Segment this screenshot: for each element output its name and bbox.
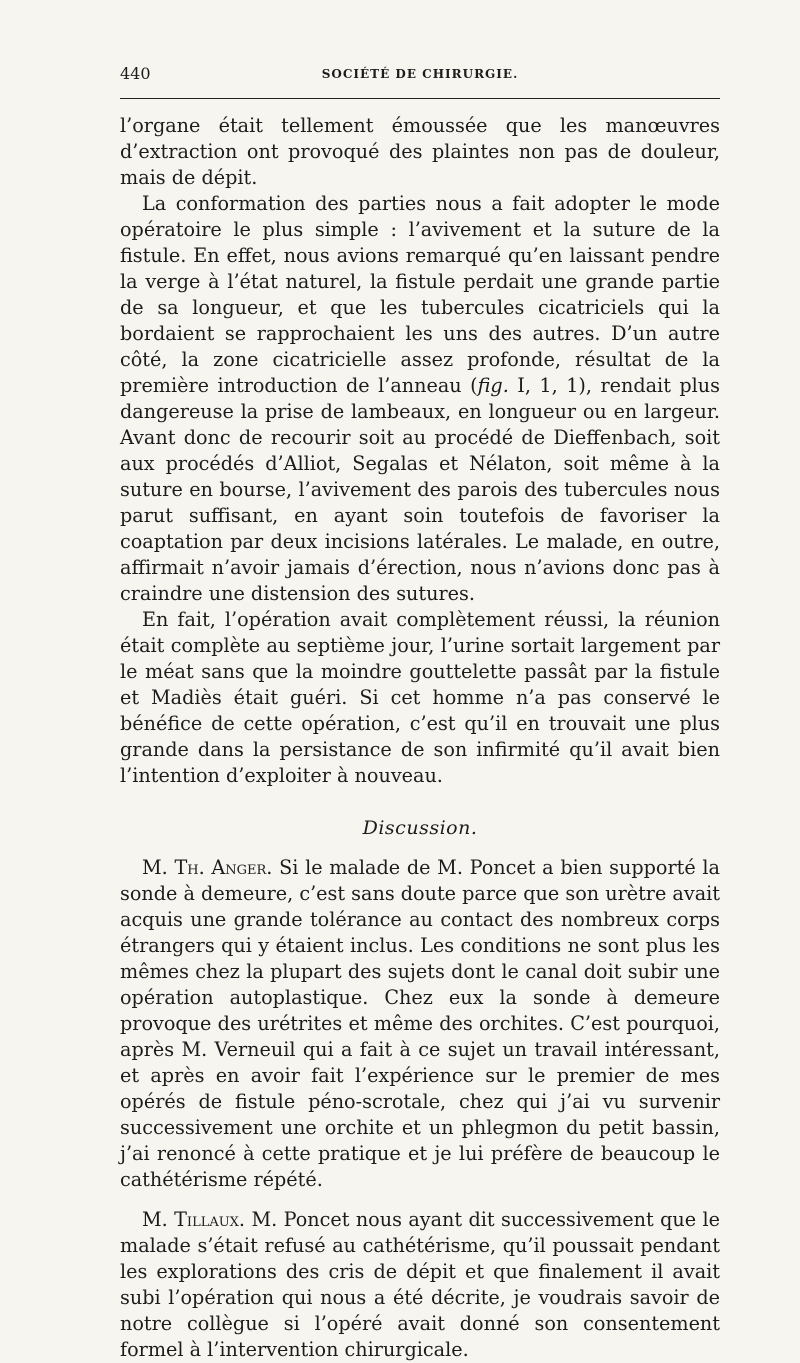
running-title: SOCIÉTÉ DE CHIRURGIE. [321,67,519,81]
figure-ref: fig. [477,374,509,397]
page-header [120,58,720,90]
speaker-tillaux: M. Tillaux. [142,1208,246,1231]
paragraph-outcome: En fait, l’opération avait complètement réussi, la réunion était complète au septième jour, l’urine sortait largement par le méat sans que la moindre gouttelette passât par la fistule et Madiès était guéri. Si cet homme n’a pas conservé le bénéfice de cette opération, c’est qu’il en trouvait une plus grande dans la persistance de son infirmité qu’il avait bien l’intention d’exploiter à nouveau. [120,608,720,787]
paragraph-anger: M. Th. Anger. Si le malade de M. Poncet a bien supporté la sonde à demeure, c’est sans doute parce que son urètre avait acquis une grande tolérance au contact des nombreux corps étrangers qui y étaient inclus. Les conditions ne sont plus les mêmes chez la plupart des sujets dont le canal doit subir une opération autoplastique. Chez eux la sonde à demeure provoque des urétrites et même des orchites. C’est pourquoi, après M. Verneuil qui a fait à ce sujet un travail intéressant, et après en avoir fait l’expérience sur le premier de mes opérés de fistule péno-scrotale, chez qui j’ai vu survenir successivement une orchite et un phlegmon du petit bassin, j’ai renoncé à cette pratique et je lui préfère de beaucoup le cathétérisme répété. [120,856,721,1191]
book-page [120,58,720,1363]
header-rule [120,98,720,99]
paragraph-tillaux: M. Tillaux. M. Poncet nous ayant dit successivement que le malade s’était refusé au cathétérisme, qu’il poussait pendant les explorations des cris de dépit et que finalement il avait subi l’opération qui nous a été décrite, je voudrais savoir de notre collègue si l’opéré avait donné son consentement formel à l’intervention chirurgicale. [120,1208,720,1361]
paragraph-operation-method: La conformation des parties nous a fait adopter le mode opératoire le plus simple : l’avivement et la suture de la fistule. En effet, nous avions remarqué qu’en laissant pendre la verge à l’état naturel, la fistule perdait une grande partie de sa longueur, et que les tubercules cicatriciels qui la bordaient se rapprochaient les uns des autres. D’un autre côté, la zone cicatricielle assez profonde, résultat de la première introduction de l’anneau (fig. I, 1, 1), rendait plus dangereuse la prise de lambeaux, en longueur ou en largeur. Avant donc de recourir soit au procédé de Dieffenbach, soit aux procédés d’Alliot, Segalas et Nélaton, soit même à la suture en bourse, l’avivement des parois des tubercules nous parut suffisant, en ayant soin toutefois de favoriser la coaptation par deux incisions latérales. Le malade, en outre, affirmait n’avoir jamais d’érection, nous n’avions donc pas à craindre une distension des sutures. [120,192,720,605]
speaker-anger: M. Th. Anger. [142,856,273,879]
page-number: 440 [120,64,151,83]
discussion-heading: Discussion. [362,817,478,839]
paragraph-continuation: l’organe était tellement émoussée que les manœuvres d’extraction ont provoqué des plaintes non pas de douleur, mais de dépit. [120,114,720,189]
paragraph-gap [120,1193,720,1207]
body-text [120,113,720,1363]
